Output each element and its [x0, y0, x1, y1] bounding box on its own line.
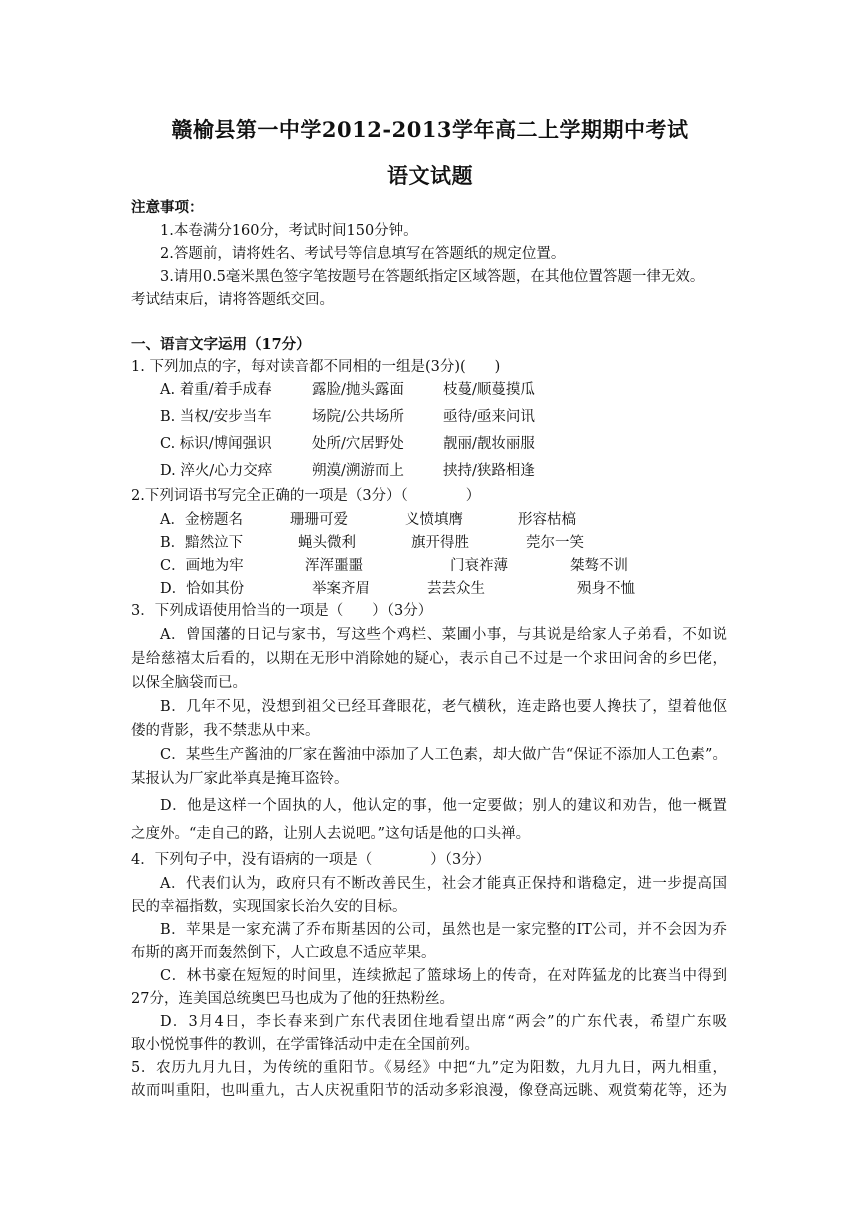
q2-option-d-1: D．恰如其份 — [160, 581, 245, 597]
q4-option-c-line-2: 27分，连美国总统奥巴马也成为了他的狂热粉丝。 — [131, 991, 454, 1007]
q2-option-c-4: 桀骜不训 — [570, 558, 628, 574]
q1-option-b-1: B. 当权/安步当车 — [160, 409, 272, 425]
notice-heading: 注意事项： — [131, 199, 204, 216]
q2-option-a-4: 形容枯槁 — [518, 512, 576, 528]
q4-option-d-line-2: 取小悦悦事件的教训，在学雷锋活动中走在全国前列。 — [131, 1037, 479, 1053]
q1-option-a-3: 枝蔓/顺蔓摸瓜 — [443, 382, 535, 398]
exam-title: 赣榆县第一中学2012-2013学年高二上学期期中考试 — [171, 117, 689, 142]
q1-option-a-1: A. 着重/着手成春 — [160, 382, 272, 398]
q1-option-d-3: 挟持/狭路相逢 — [443, 463, 535, 479]
question-4-stem: 4．下列句子中，没有语病的一项是（ ）（3分） — [131, 852, 491, 868]
q4-option-c-line-1: C．林书豪在短短的时间里，连续掀起了篮球场上的传奇，在对阵猛龙的比赛当中得到 — [160, 968, 727, 984]
q2-option-a-1: A．金榜题名 — [160, 512, 243, 528]
q1-option-c-1: C. 标识/博闻强识 — [160, 436, 272, 452]
notice-item-3: 3.请用0.5毫米黑色签字笔按题号在答题纸指定区域答题，在其他位置答题一律无效。 — [160, 269, 705, 285]
q2-option-a-3: 义愤填膺 — [405, 512, 463, 528]
q2-option-c-3: 门衰祚薄 — [450, 558, 508, 574]
q4-option-a-line-1: A．代表们认为，政府只有不断改善民生，社会才能真正保持和谐稳定，进一步提高国 — [160, 876, 727, 892]
q1-option-c-3: 靓丽/靓妆丽服 — [443, 436, 535, 452]
q3-option-a-line-2: 是给慈禧太后看的，以期在无形中消除她的疑心，表示自己不过是一个求田问舍的乡巴佬， — [131, 651, 727, 667]
q2-option-c-1: C．画地为牢 — [160, 558, 244, 574]
q3-option-d-line-1: D．他是这样一个固执的人，他认定的事，他一定要做；别人的建议和劝告，他一概置 — [160, 798, 727, 814]
q4-option-d-line-1: D．3月4日，李长春来到广东代表团住地看望出席“两会”的广东代表，希望广东吸 — [160, 1014, 727, 1030]
q1-option-b-3: 亟待/亟来问讯 — [443, 409, 535, 425]
question-2-stem: 2.下列词语书写完全正确的一项是（3分）（ ） — [131, 488, 481, 504]
notice-item-1: 1.本卷满分160分，考试时间150分钟。 — [160, 223, 418, 239]
q1-option-c-2: 处所/穴居野处 — [312, 436, 404, 452]
q2-option-d-3: 芸芸众生 — [427, 581, 485, 597]
q4-option-b-line-2: 布斯的离开而轰然倒下，人亡政息不适应苹果。 — [131, 945, 436, 961]
q3-option-c-line-2: 某报认为厂家此举真是掩耳盗铃。 — [131, 771, 349, 787]
notice-item-2: 2.答题前，请将姓名、考试号等信息填写在答题纸的规定位置。 — [160, 246, 566, 262]
q3-option-a-line-1: A．曾国藩的日记与家书，写这些个鸡栏、菜圃小事，与其说是给家人子弟看，不如说 — [160, 627, 727, 643]
q1-option-d-2: 朔漠/溯游而上 — [312, 463, 404, 479]
q2-option-c-2: 浑浑噩噩 — [305, 558, 363, 574]
q2-option-d-2: 举案齐眉 — [312, 581, 370, 597]
exam-subtitle: 语文试题 — [387, 163, 473, 188]
q3-option-d-line-2: 之度外。“走自己的路，让别人去说吧。”这句话是他的口头禅。 — [131, 826, 531, 842]
notice-item-3-cont: 考试结束后，请将答题纸交回。 — [131, 292, 334, 308]
q2-option-b-3: 旗开得胜 — [411, 535, 469, 551]
q3-option-b-line-1: B．几年不见，没想到祖父已经耳聋眼花，老气横秋，连走路也要人搀扶了，望着他伛 — [160, 699, 727, 715]
question-1-stem: 1. 下列加点的字，每对读音都不同相的一组是(3分)( ) — [131, 359, 501, 375]
q2-option-b-2: 蝇头微利 — [298, 535, 356, 551]
question-5-line-2: 故而叫重阳，也叫重九，古人庆祝重阳节的活动多彩浪漫，像登高远眺、观赏菊花等，还为 — [131, 1083, 727, 1099]
q3-option-c-line-1: C．某些生产酱油的厂家在酱油中添加了人工色素，却大做广告“保证不添加人工色素”。 — [160, 747, 727, 763]
section-heading: 一、语言文字运用（17分） — [131, 336, 311, 353]
q2-option-b-1: B．黯然泣下 — [160, 535, 244, 551]
q1-option-b-2: 场院/公共场所 — [312, 409, 404, 425]
question-3-stem: 3．下列成语使用恰当的一项是（ ）（3分） — [131, 603, 433, 619]
q2-option-a-2: 珊珊可爱 — [290, 512, 348, 528]
q3-option-b-line-2: 偻的背影，我不禁悲从中来。 — [131, 723, 320, 739]
q2-option-b-4: 莞尔一笑 — [526, 535, 584, 551]
q4-option-b-line-1: B．苹果是一家充满了乔布斯基因的公司，虽然也是一家完整的IT公司，并不会因为乔 — [160, 922, 727, 938]
q2-option-d-4: 殒身不恤 — [577, 581, 635, 597]
q4-option-a-line-2: 民的幸福指数，实现国家长治久安的目标。 — [131, 899, 407, 915]
q1-option-a-2: 露脸/抛头露面 — [312, 382, 404, 398]
question-5-line-1: 5．农历九月九日，为传统的重阳节。《易经》中把“九”定为阳数，九月九日，两九相重， — [131, 1060, 727, 1076]
q1-option-d-1: D. 淬火/心力交瘁 — [160, 463, 273, 479]
q3-option-a-line-3: 以保全脑袋而已。 — [131, 675, 247, 691]
